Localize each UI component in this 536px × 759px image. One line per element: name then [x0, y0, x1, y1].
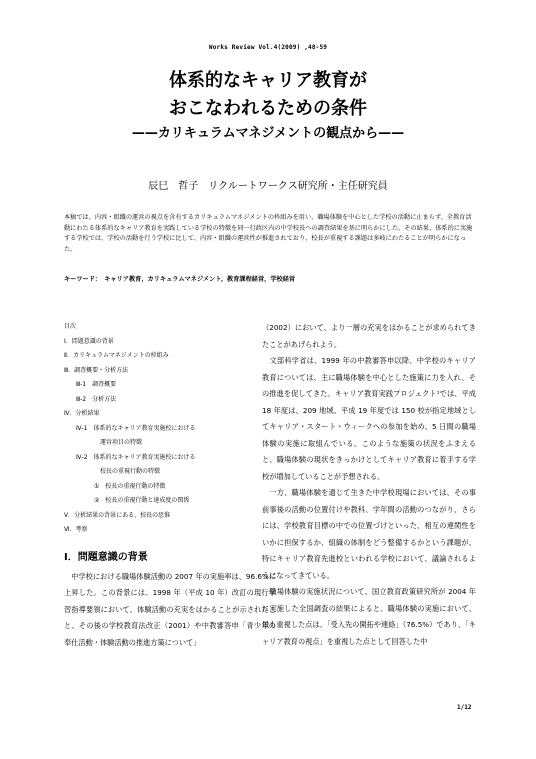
toc-item: Ⅲ-1 調査概要: [64, 381, 117, 388]
right-paragraph: 文部科学省は、1999 年の中教審答申以降、中学校のキャリア教育については、主に職場体験を中心とした施策に力を入れ、その推進を促してきた。キャリア教育実践プロジェクト¹では、平成 18 年度は、209 地域、平成 19 年度では 150 校が指定地域としてキャリア・スタート・ウィークへの参加を始め、5 日間の職場体験の実施に取組んでいる。このような施策の状況をふまえると、職場体験の現状をきっかけとしてキャリア教育に着手する学校が増加していることが予想される。: [262, 356, 476, 481]
right-paragraph: 職場体験の実施状況について、国立教育政策研究所が 2004 年に実施した全国調査の結果によると、職場体験の実施において、最も重視した点は、「受入先の開拓や連絡」（76.5%）であり、「キャリア教育の視点」を重視した点として回答した中: [262, 587, 476, 646]
toc-item: ① 校長の重視行動の特徴: [64, 482, 166, 490]
author-line: 辰巳 哲子 リクルートワークス研究所・主任研究員: [148, 181, 388, 192]
subtitle: ——カリキュラムマネジメントの観点から——: [131, 126, 405, 141]
section-heading: Ⅰ．問題意識の背景: [64, 551, 148, 563]
left-column: [64, 320, 276, 651]
toc-item: ② 校長の重視行動と達成度の関係: [64, 497, 190, 504]
toc-item: 目次: [64, 323, 77, 330]
keywords: キーワード： キャリア教育，カリキュラムマネジメント，教育課程経営，学校経営: [64, 276, 296, 283]
toc-item: Ⅵ．考察: [64, 526, 88, 533]
page-number: 1/12: [457, 704, 472, 711]
toc-item: Ⅳ-1 体系的なキャリア教育実施校における: [64, 424, 196, 432]
toc-item: Ⅳ-2 体系的なキャリア教育実施校における: [64, 453, 196, 461]
toc-item: Ⅳ．分析結果: [64, 410, 100, 417]
toc-item: Ⅲ．調査概要・分析方法: [64, 366, 129, 374]
title-line-1: 体系的なキャリア教育が: [169, 70, 367, 91]
right-column: [262, 320, 476, 650]
toc-item: Ⅱ．カリキュラムマネジメントの枠組み: [64, 352, 169, 359]
toc-item: Ⅴ．分析結果の背景にある、校長の思惟: [64, 511, 171, 519]
left-paragraph: 中学校における職場体験活動の 2007 年の実施率は、96.6%に上昇した。この背景には、1998 年（平成 10 年）改訂の現行学習指導要領において、体験活動の充実をはかることが示されたこと、その後の学校教育法改正（2001）や中教審答申「青少年の奉仕活動・体験活動の推進方策について」: [64, 571, 276, 647]
abstract: 本稿では、内容・組織の運営の視点を含有するカリキュラムマネジメントの枠組みを用い、職場体験を中心とした学校の活動に止まらず、全教育活動にわたる体系的なキャリア教育を実践している学校の特徴を同一行政区内の中学校長への調査結果を基に明らかにした。その結果、体系的に実施する学校では、学校の活動を行う学校に比して、内容・組織の運営性が推進されており、校長が重視する課題は多岐にわたることが明らかになった。: [64, 214, 473, 253]
toc-item: Ⅲ-2 分析方法: [64, 395, 117, 403]
table-of-contents: [64, 320, 276, 538]
toc-item: Ⅰ．問題意識の背景: [64, 337, 114, 345]
toc-item: 校長の重視行動の特徴: [64, 468, 161, 475]
right-paragraph: 一方、職場体験を通じて生きた中学校現場においては、その事前事後の活動の位置付けや教科、学年間の活動のつながり、さらには、学校教育目標の中での位置づけといった、相互の連関性をいかに担保するか、組織の体制をどう整備するかという課題が、特にキャリア教育先進校といわれる学校において、議論されるようになってきている。: [262, 488, 476, 580]
right-paragraph: （2002）において、より一層の充実をはかることが求められてきたことがあげられよう。: [262, 323, 476, 349]
journal-header: Works Review Vol.4(2009) ,48-59: [208, 44, 328, 51]
toc-item: 運営項目の特徴: [64, 439, 143, 446]
title-line-2: おこなわれるための条件: [169, 98, 367, 119]
